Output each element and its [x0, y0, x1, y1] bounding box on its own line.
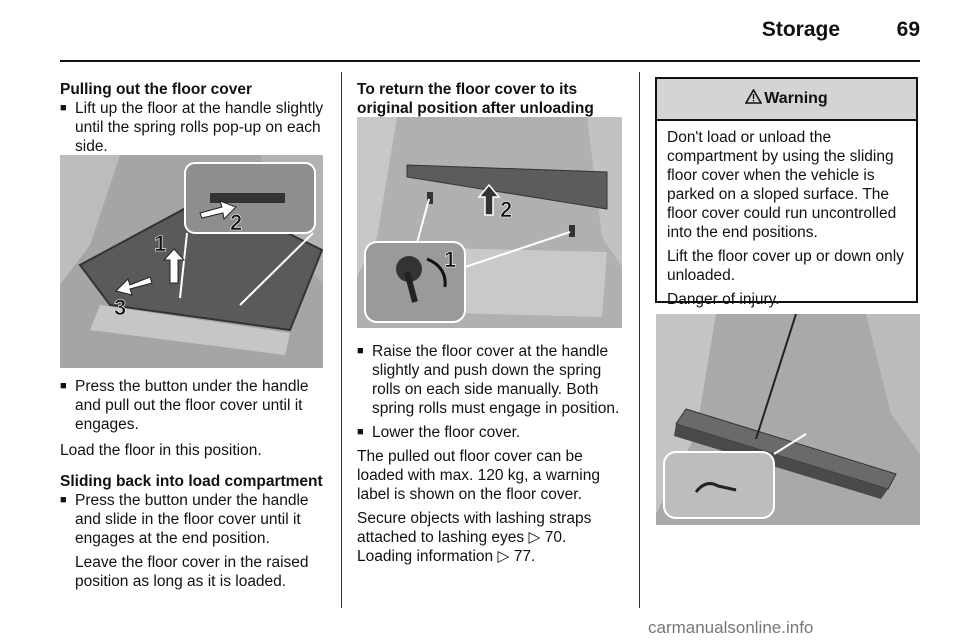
- figure-return-cover: [357, 117, 622, 328]
- paragraph-text: Loading information: [357, 548, 494, 565]
- figure-callout-2: 2: [230, 210, 243, 235]
- section-heading: Pulling out the floor cover: [60, 81, 253, 98]
- column-divider: [639, 72, 640, 608]
- column-1: [60, 80, 325, 156]
- column-divider: [341, 72, 342, 608]
- warning-text: Danger of injury.: [667, 291, 780, 308]
- column-2: [357, 80, 622, 118]
- warning-body: [657, 121, 916, 309]
- page-ref-arrow-icon: ▷: [497, 548, 510, 565]
- page-header: [60, 0, 920, 58]
- watermark: carmanualsonline.info: [648, 618, 814, 637]
- warning-title: Warning: [764, 90, 828, 107]
- paragraph: [357, 509, 625, 566]
- warning-triangle-icon: [745, 89, 762, 109]
- warning-box: [655, 77, 918, 308]
- figure-callout-3: 3: [114, 295, 127, 320]
- bullet-item: ■ Raise the floor cover at the handle slightly and push down the spring rolls on each side manually. Both spring rolls must engage in position.: [357, 342, 625, 418]
- figure-callout-1: 1: [154, 231, 167, 256]
- figure-loaded-cover: [656, 314, 920, 525]
- warning-text: Lift the floor cover up or down only unloaded.: [667, 248, 904, 284]
- figure-callout-1: 1: [444, 247, 457, 272]
- bullet-item: ■ Lower the floor cover.: [357, 423, 625, 442]
- page-ref-arrow-icon: ▷: [528, 529, 541, 546]
- page-ref[interactable]: 70.: [544, 529, 567, 546]
- bullet-continuation: Leave the floor cover in the raised position as long as it is loaded.: [75, 554, 309, 590]
- header-rule: [60, 60, 920, 62]
- paragraph-text: Secure objects with lashing straps attached to lashing eyes: [357, 510, 592, 546]
- figure-pull-out-cover: [60, 155, 323, 368]
- warning-header: [657, 79, 916, 121]
- section-heading: Sliding back into load compartment: [60, 473, 323, 490]
- paragraph: The pulled out floor cover can be loaded with max. 120 kg, a warning label is shown on the floor cover.: [357, 448, 600, 503]
- section-heading: To return the floor cover to its original position after unloading: [357, 81, 594, 117]
- bullet-item: ■ Press the button under the handle and pull out the floor cover until it engages.: [60, 377, 325, 434]
- page-number: 69: [896, 18, 920, 41]
- bullet-item: ■ Press the button under the handle and slide in the floor cover until it engages at the end position.: [60, 491, 325, 548]
- bullet-item: ■ Lift up the floor at the handle slightly until the spring rolls pop-up on each side.: [60, 99, 325, 156]
- page-ref[interactable]: 77.: [513, 548, 536, 565]
- paragraph: Load the floor in this position.: [60, 442, 262, 459]
- column-2-lower: [357, 342, 625, 566]
- page-title: Storage: [761, 18, 840, 41]
- figure-callout-2: 2: [500, 197, 513, 222]
- warning-text: Don't load or unload the compartment by using the sliding floor cover when the vehicle is parked on a sloped surface. The floor cover could run uncontrolled into the end positions.: [667, 129, 897, 241]
- column-1-lower: [60, 377, 325, 591]
